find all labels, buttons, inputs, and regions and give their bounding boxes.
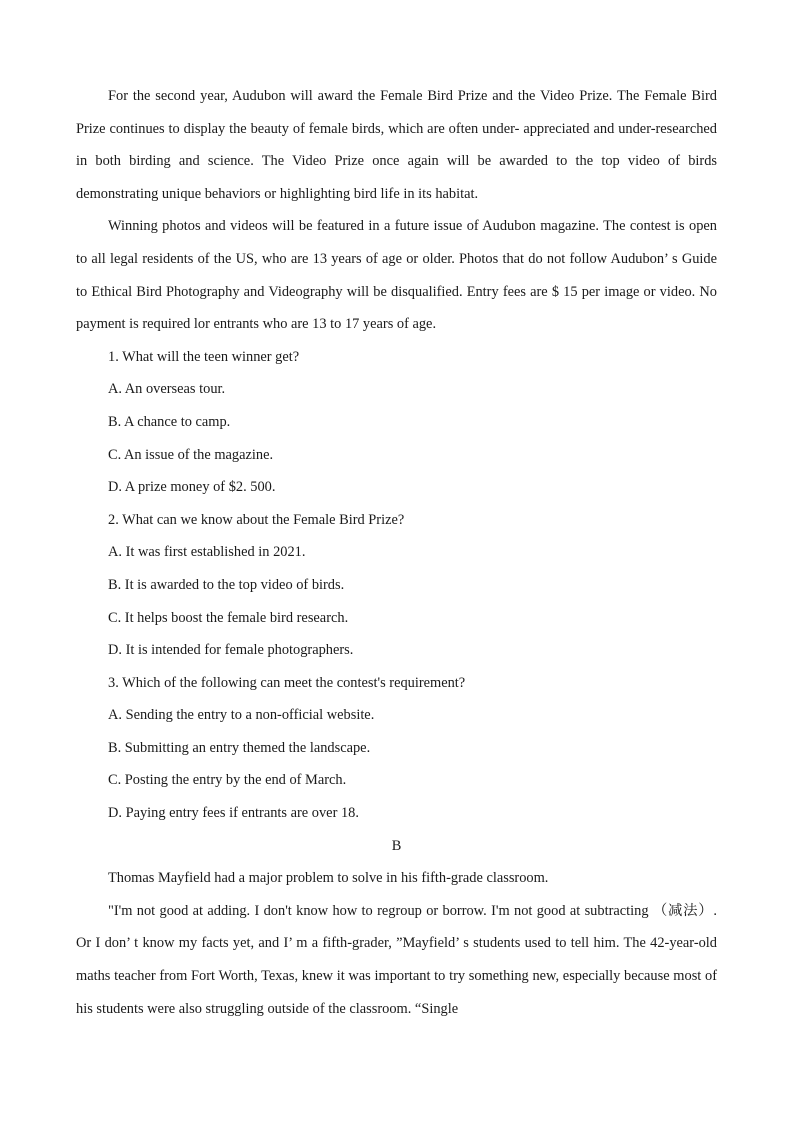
paragraph-female-bird-prize: For the second year, Audubon will award the Female Bird Prize and the Video Prize. The Female Bird Prize continues to display the beauty of female birds, which are often under- appreciated and under-researched in both birding and science. The Video Prize once again will be awarded to the top video of birds demonstrating unique behaviors or highlighting bird life in its habitat. [76, 88, 717, 202]
paragraph-mayfield-intro: Thomas Mayfield had a major problem to solve in his fifth-grade classroom. [108, 870, 549, 887]
option-c: C. It helps boost the female bird research. [108, 609, 349, 626]
option-b: B. A chance to camp. [108, 413, 231, 430]
question-stem: 3. Which of the following can meet the contest's requirement? [108, 674, 466, 691]
question-3 [76, 667, 717, 830]
option-c: C. An issue of the magazine. [108, 446, 274, 463]
document-content [76, 80, 717, 1025]
question-stem: 1. What will the teen winner get? [108, 348, 300, 365]
option-d: D. It is intended for female photographers. [108, 642, 354, 659]
option-b: B. It is awarded to the top video of birds. [108, 576, 345, 593]
section-label-b: B [391, 837, 402, 854]
paragraph-mayfield-students: "I'm not good at adding. I don't know how to regroup or borrow. I'm not good at subtracting （减法）. Or I don’ t know my facts yet, and I’ m a fifth-grader, ”Mayfield’ s students used to tell him. The 42-year-old maths teacher from Fort Worth, Texas, knew it was important to try something new, especially because most of his students were also struggling outside of the classroom. “Single [76, 902, 717, 1017]
option-a: A. It was first established in 2021. [108, 544, 306, 561]
question-2 [76, 504, 717, 667]
question-1 [76, 341, 717, 504]
question-stem: 2. What can we know about the Female Bird Prize? [108, 511, 405, 528]
option-b: B. Submitting an entry themed the landscape. [108, 739, 371, 756]
paragraph-contest-rules: Winning photos and videos will be featured in a future issue of Audubon magazine. The contest is open to all legal residents of the US, who are 13 years of age or older. Photos that do not follow Audubon’ s Guide to Ethical Bird Photography and Videography will be disqualified. Entry fees are $ 15 per image or video. No payment is required lor entrants who are 13 to 17 years of age. [76, 218, 717, 333]
option-a: A. An overseas tour. [108, 381, 226, 398]
option-c: C. Posting the entry by the end of March. [108, 772, 347, 789]
option-d: D. A prize money of $2. 500. [108, 479, 276, 496]
option-d: D. Paying entry fees if entrants are over 18. [108, 805, 359, 822]
option-a: A. Sending the entry to a non-official website. [108, 707, 375, 724]
